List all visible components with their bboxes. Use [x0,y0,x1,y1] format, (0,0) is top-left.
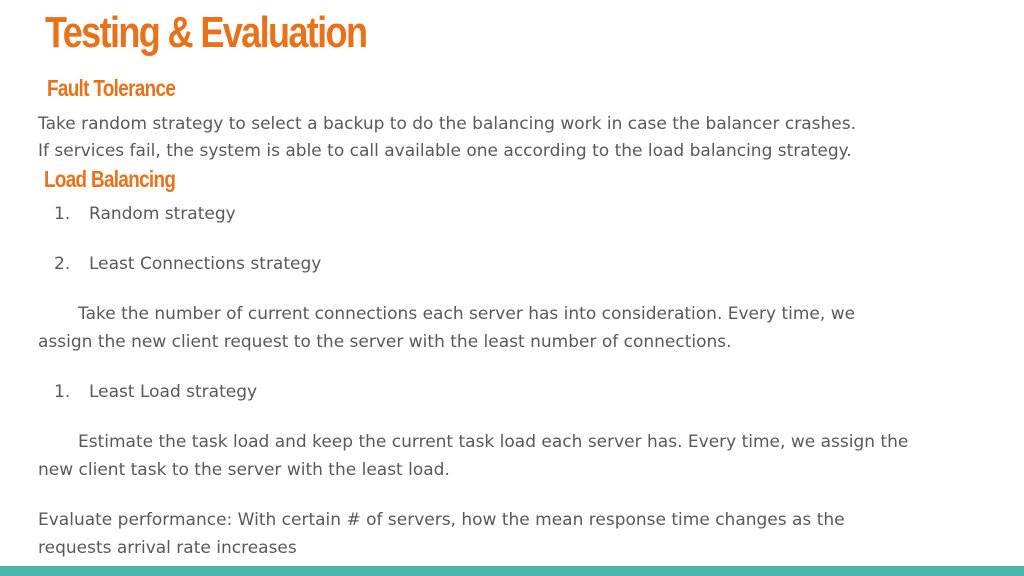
list-item-label: Random strategy [89,204,236,224]
fault-tolerance-heading: Fault Tolerance [47,75,176,101]
bottom-accent-bar [0,566,1024,576]
fault-tolerance-line-1: Take random strategy to select a backup to do the balancing work in case the balancer crashes. [38,114,856,134]
list-item-label: Least Connections strategy [89,254,322,274]
list-item-label: Least Load strategy [89,382,258,402]
least-load-desc-line-2: new client task to the server with the least load. [38,460,450,480]
list-number: 1. [54,204,71,224]
least-connections-desc-line-2: assign the new client request to the server with the least number of connections. [38,332,732,352]
evaluate-line-1: Evaluate performance: With certain # of servers, how the mean response time changes as the [38,510,845,530]
load-balancing-heading: Load Balancing [44,166,176,192]
list-number: 1. [54,382,71,402]
evaluate-line-2: requests arrival rate increases [38,538,297,558]
least-connections-desc-line-1: Take the number of current connections each server has into consideration. Every time, we [78,304,856,324]
list-number: 2. [54,254,71,274]
slide-title: Testing & Evaluation [45,8,367,57]
least-load-desc-line-1: Estimate the task load and keep the current task load each server has. Every time, we assign the [78,432,909,452]
fault-tolerance-line-2: If services fail, the system is able to call available one according to the load balancing strategy. [38,141,852,161]
